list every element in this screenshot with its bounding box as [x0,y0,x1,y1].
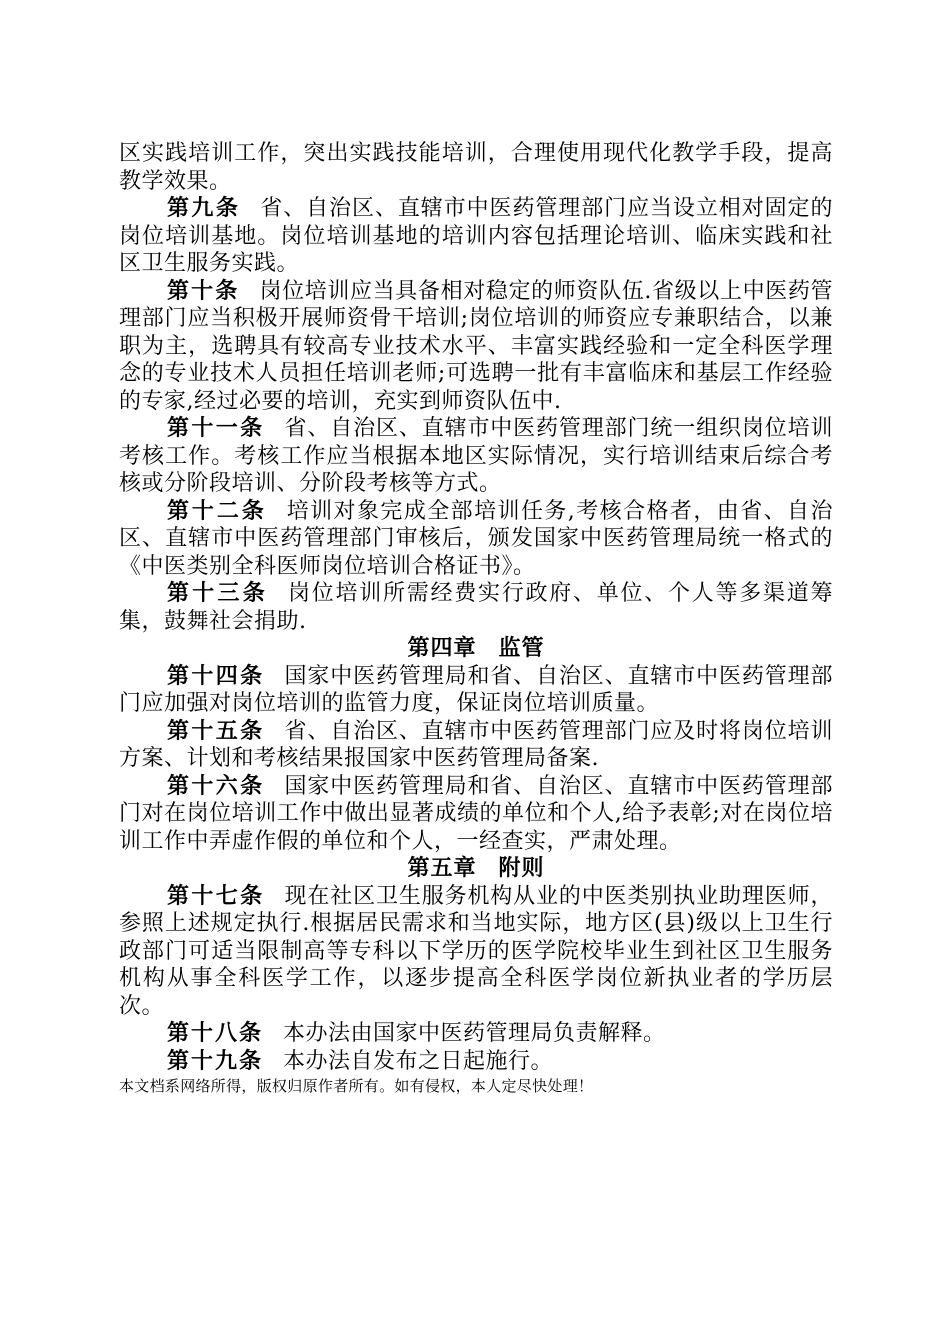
article-text: 省、自治区、直辖市中医药管理部门应当设立相对固定的岗位培训基地。岗位培训基地的培训内容包括理论培训、临床实践和社区卫生服务实践。 [119,196,833,276]
article-19 [119,1048,833,1076]
chapter-number: 第五章 [407,855,477,881]
chapter-title: 监管 [498,635,545,661]
article-text: 省、自治区、直辖市中医药管理部门应及时将岗位培训方案、计划和考核结果报国家中医药管理局备案. [119,718,833,771]
article-16 [119,773,833,856]
article-9 [119,195,833,278]
article-number: 第十一条 [167,415,265,441]
copyright-note: 本文档系网络所得，版权归原作者所有。如有侵权，本人定尽快处理！ [119,1077,594,1095]
article-13 [119,580,833,635]
article-text: 岗位培训应当具备相对稳定的师资队伍.省级以上中医药管理部门应当积极开展师资骨干培训;岗位培训的师资应专兼职结合，以兼职为主，选聘具有较高专业技术水平、丰富实践经验和一定全科医学理念的专业技术人员担任培训老师;可选聘一批有丰富临床和基层工作经验的专家,经过必要的培训，充实到师资队伍中. [119,278,833,414]
article-number: 第十四条 [167,662,265,689]
article-11 [119,415,833,498]
chapter-5-heading [119,855,833,883]
article-text: 国家中医药管理局和省、自治区、直辖市中医药管理部门应加强对岗位培训的监管力度，保证岗位培训质量。 [119,663,833,716]
chapter-number: 第四章 [407,635,477,661]
article-number: 第十二条 [167,497,267,524]
article-text: 本办法自发布之日起施行。 [283,1048,554,1074]
article-number: 第九条 [167,195,241,221]
article-number: 第十九条 [167,1047,264,1074]
article-number: 第十三条 [167,580,268,606]
chapter-4-heading [119,635,833,663]
article-text: 现在社区卫生服务机构从业的中医类别执业助理医师，参照上述规定执行.根据居民需求和当地实际，地方区(县)级以上卫生行政部门可适当限制高等专科以下学历的医学院校毕业生到社区卫生服务机构从事全科医学工作，以逐步提高全科医学岗位新执业者的学历层次。 [119,883,833,1019]
article-10 [119,278,833,416]
article-14 [119,663,833,718]
article-number: 第十五条 [167,717,265,744]
article-15 [119,718,833,773]
article-text: 省、自治区、直辖市中医药管理部门统一组织岗位培训考核工作。考核工作应当根据本地区实际情况，实行培训结束后综合考核或分阶段培训、分阶段考核等方式。 [119,416,833,496]
continuation-paragraph: 区实践培训工作，突出实践技能培训，合理使用现代化教学手段，提高教学效果。 [119,141,833,194]
article-text: 国家中医药管理局和省、自治区、直辖市中医药管理部门对在岗位培训工作中做出显著成绩的单位和个人,给予表彰;对在岗位培训工作中弄虚作假的单位和个人，一经查实，严肃处理。 [119,773,833,854]
chapter-title: 附则 [498,855,545,881]
article-17 [119,883,833,1021]
article-number: 第十六条 [167,772,265,799]
article-text: 本办法由国家中医药管理局负责解释。 [283,1021,666,1046]
article-12 [119,498,833,581]
article-number: 第十八条 [167,1020,264,1046]
article-text: 岗位培训所需经费实行政府、单位、个人等多渠道筹集，鼓舞社会捐助. [119,581,833,634]
article-number: 第十条 [167,277,240,304]
document-page [119,140,833,1097]
article-number: 第十七条 [167,882,265,909]
article-text: 培训对象完成全部培训任务,考核合格者，由省、自治区、直辖市中医药管理部门审核后，颁发国家中医药管理局统一格式的《中医类别全科医师岗位培训合格证书》。 [119,498,833,579]
article-18 [119,1020,833,1048]
